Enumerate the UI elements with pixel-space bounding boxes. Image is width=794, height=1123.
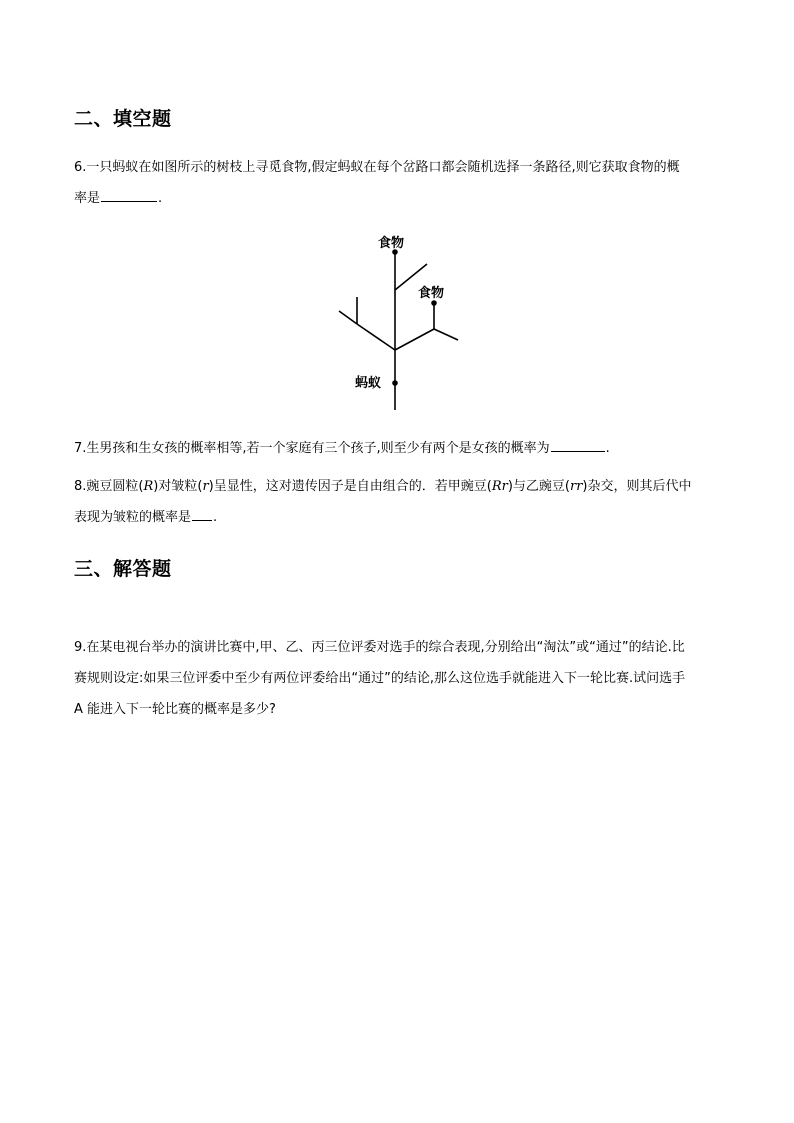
question-8 [74,471,724,533]
left-branch [357,324,395,350]
answer-blank [551,437,605,452]
section-heading-answer: 三、解答题 [74,558,172,580]
q9-line2: 赛规则设定:如果三位评委中至少有两位评委给出“通过”的结论,那么这位选手就能进入下一轮比赛.试问选手 [74,671,686,686]
section-heading-fill-in: 二、填空题 [74,108,172,130]
q6-line1: 6.一只蚂蚁在如图所示的树枝上寻觅食物,假定蚂蚁在每个岔路口都会随机选择一条路径,则它获取食物的概 [74,160,680,175]
q7-text: 7.生男孩和生女孩的概率相等,若一个家庭有三个孩子,则至少有两个是女孩的概率为 [74,441,550,456]
q6-line2-end: . [158,191,163,206]
food-label-right: 食物 [418,286,445,301]
q8-symbol-Rr: Rr [491,479,508,494]
q8-symbol-rr: rr [569,479,583,494]
question-9 [74,632,724,725]
question-6 [74,152,724,214]
q8-text-4: )与乙豌豆( [507,479,570,494]
q8-line2 [74,502,724,533]
right-sub-branch-right [434,329,458,340]
q9-line1: 9.在某电视台举办的演讲比赛中,甲、乙、丙三位评委对选手的综合表现,分别给出“淘汰”或“通过”的结论.比 [74,640,685,655]
food-label-top: 食物 [378,236,405,251]
food-dot-right [431,300,437,306]
question-7 [74,433,724,464]
q8-line2-end: . [213,510,218,525]
answer-blank [101,187,157,202]
q8-text-3: )呈显性，这对遗传因子是自由组合的．若甲豌豆( [208,479,492,494]
q7-end: . [605,441,610,456]
q8-text-2: )对皱粒( [153,479,203,494]
q8-line1 [74,471,724,502]
ant-label: 蚂蚁 [355,376,382,391]
q8-line2-text: 表现为皱粒的概率是 [74,510,192,525]
tree-branch-diagram [330,228,470,414]
left-sub-branch-left [339,311,357,324]
q9-line3: A 能进入下一轮比赛的概率是多少? [74,702,276,717]
q8-text-5: )杂交，则其后代中 [582,479,692,494]
q8-text-1: 8.豌豆圆粒( [74,479,144,494]
q8-symbol-R: R [143,479,154,494]
q6-line2-text: 率是 [74,191,101,206]
ant-dot [392,380,398,386]
q6-line2 [74,183,724,214]
right-branch [395,329,434,350]
q8-symbol-r: r [202,479,209,494]
ant-tree-figure [330,228,470,414]
answer-blank [192,506,212,521]
